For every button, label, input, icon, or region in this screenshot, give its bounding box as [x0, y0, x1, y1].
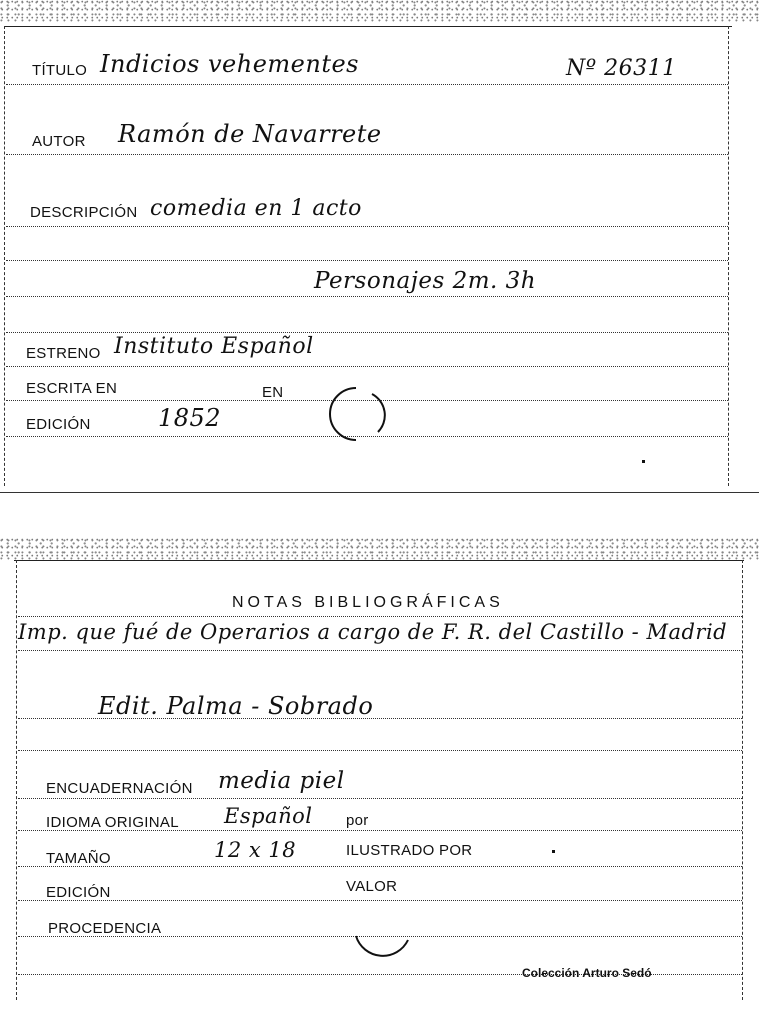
ink-dot: [642, 460, 645, 463]
rule-notas-4: [18, 750, 742, 751]
valor-label: VALOR: [346, 878, 398, 895]
rule-autor: [6, 154, 728, 155]
ink-dot: [552, 850, 555, 853]
edicion-label-back: EDICIÓN: [46, 884, 111, 901]
rule-idioma: [18, 830, 742, 831]
descripcion-value: comedia en 1 acto: [150, 196, 362, 221]
en-label: EN: [262, 384, 284, 401]
card-frame-left: [16, 560, 17, 1000]
card-frame-top: [14, 560, 744, 561]
punch-hole-mark: [328, 384, 392, 444]
card-frame-left: [4, 26, 5, 486]
descripcion-label: DESCRIPCIÓN: [30, 204, 138, 221]
card-frame-top: [4, 26, 732, 27]
estreno-label: ESTRENO: [26, 345, 101, 362]
rule-blank-1: [6, 260, 728, 261]
coleccion-footer: Colección Arturo Sedó: [522, 966, 652, 980]
rule-encuadernacion: [18, 798, 742, 799]
encuadernacion-label: ENCUADERNACIÓN: [46, 780, 193, 797]
card-separator: [0, 492, 759, 493]
idioma-value: Español: [224, 804, 313, 828]
card-edge-texture: [0, 538, 759, 560]
card-frame-right: [742, 560, 743, 1000]
titulo-value: Indicios vehementes: [100, 50, 359, 78]
punch-hole-mark: [350, 932, 416, 972]
edicion-label: EDICIÓN: [26, 416, 91, 433]
autor-label: AUTOR: [32, 133, 86, 150]
notas-bibliograficas-title: NOTAS BIBLIOGRÁFICAS: [232, 594, 504, 611]
rule-titulo: [6, 84, 728, 85]
tamano-value: 12 x 18: [214, 838, 297, 862]
escrita-en-label: ESCRITA EN: [26, 380, 118, 397]
procedencia-label: PROCEDENCIA: [48, 920, 162, 937]
rule-blank-3: [6, 332, 728, 333]
estreno-value: Instituto Español: [114, 334, 314, 359]
personajes-value: Personajes 2m. 3h: [314, 268, 537, 294]
titulo-label: TÍTULO: [32, 62, 88, 79]
autor-value: Ramón de Navarrete: [118, 120, 382, 148]
rule-descripcion: [6, 226, 728, 227]
rule-estreno: [6, 366, 728, 367]
edicion-value: 1852: [158, 404, 222, 432]
rule-edicion-back: [18, 900, 742, 901]
notas-line-2: Edit. Palma - Sobrado: [98, 692, 374, 720]
catalog-card-back: [0, 528, 759, 1028]
idioma-label: IDIOMA ORIGINAL: [46, 814, 179, 831]
rule-notas-2: [18, 650, 742, 651]
por-label: por: [346, 812, 369, 829]
rule-tamano: [18, 866, 742, 867]
catalog-card-front: [0, 0, 759, 500]
tamano-label: TAMAÑO: [46, 850, 111, 867]
encuadernacion-value: media piel: [218, 768, 345, 794]
rule-blank-2: [6, 296, 728, 297]
notas-line-1: Imp. que fué de Operarios a cargo de F. R. del Castillo - Madrid: [18, 620, 728, 644]
card-frame-right: [728, 26, 729, 486]
ilustrado-por-label: ILUSTRADO POR: [346, 842, 473, 859]
rule-notas-3: [18, 718, 742, 719]
card-edge-texture: [0, 0, 759, 22]
catalog-number: Nº 26311: [566, 56, 677, 81]
rule-notas-1: [18, 616, 742, 617]
